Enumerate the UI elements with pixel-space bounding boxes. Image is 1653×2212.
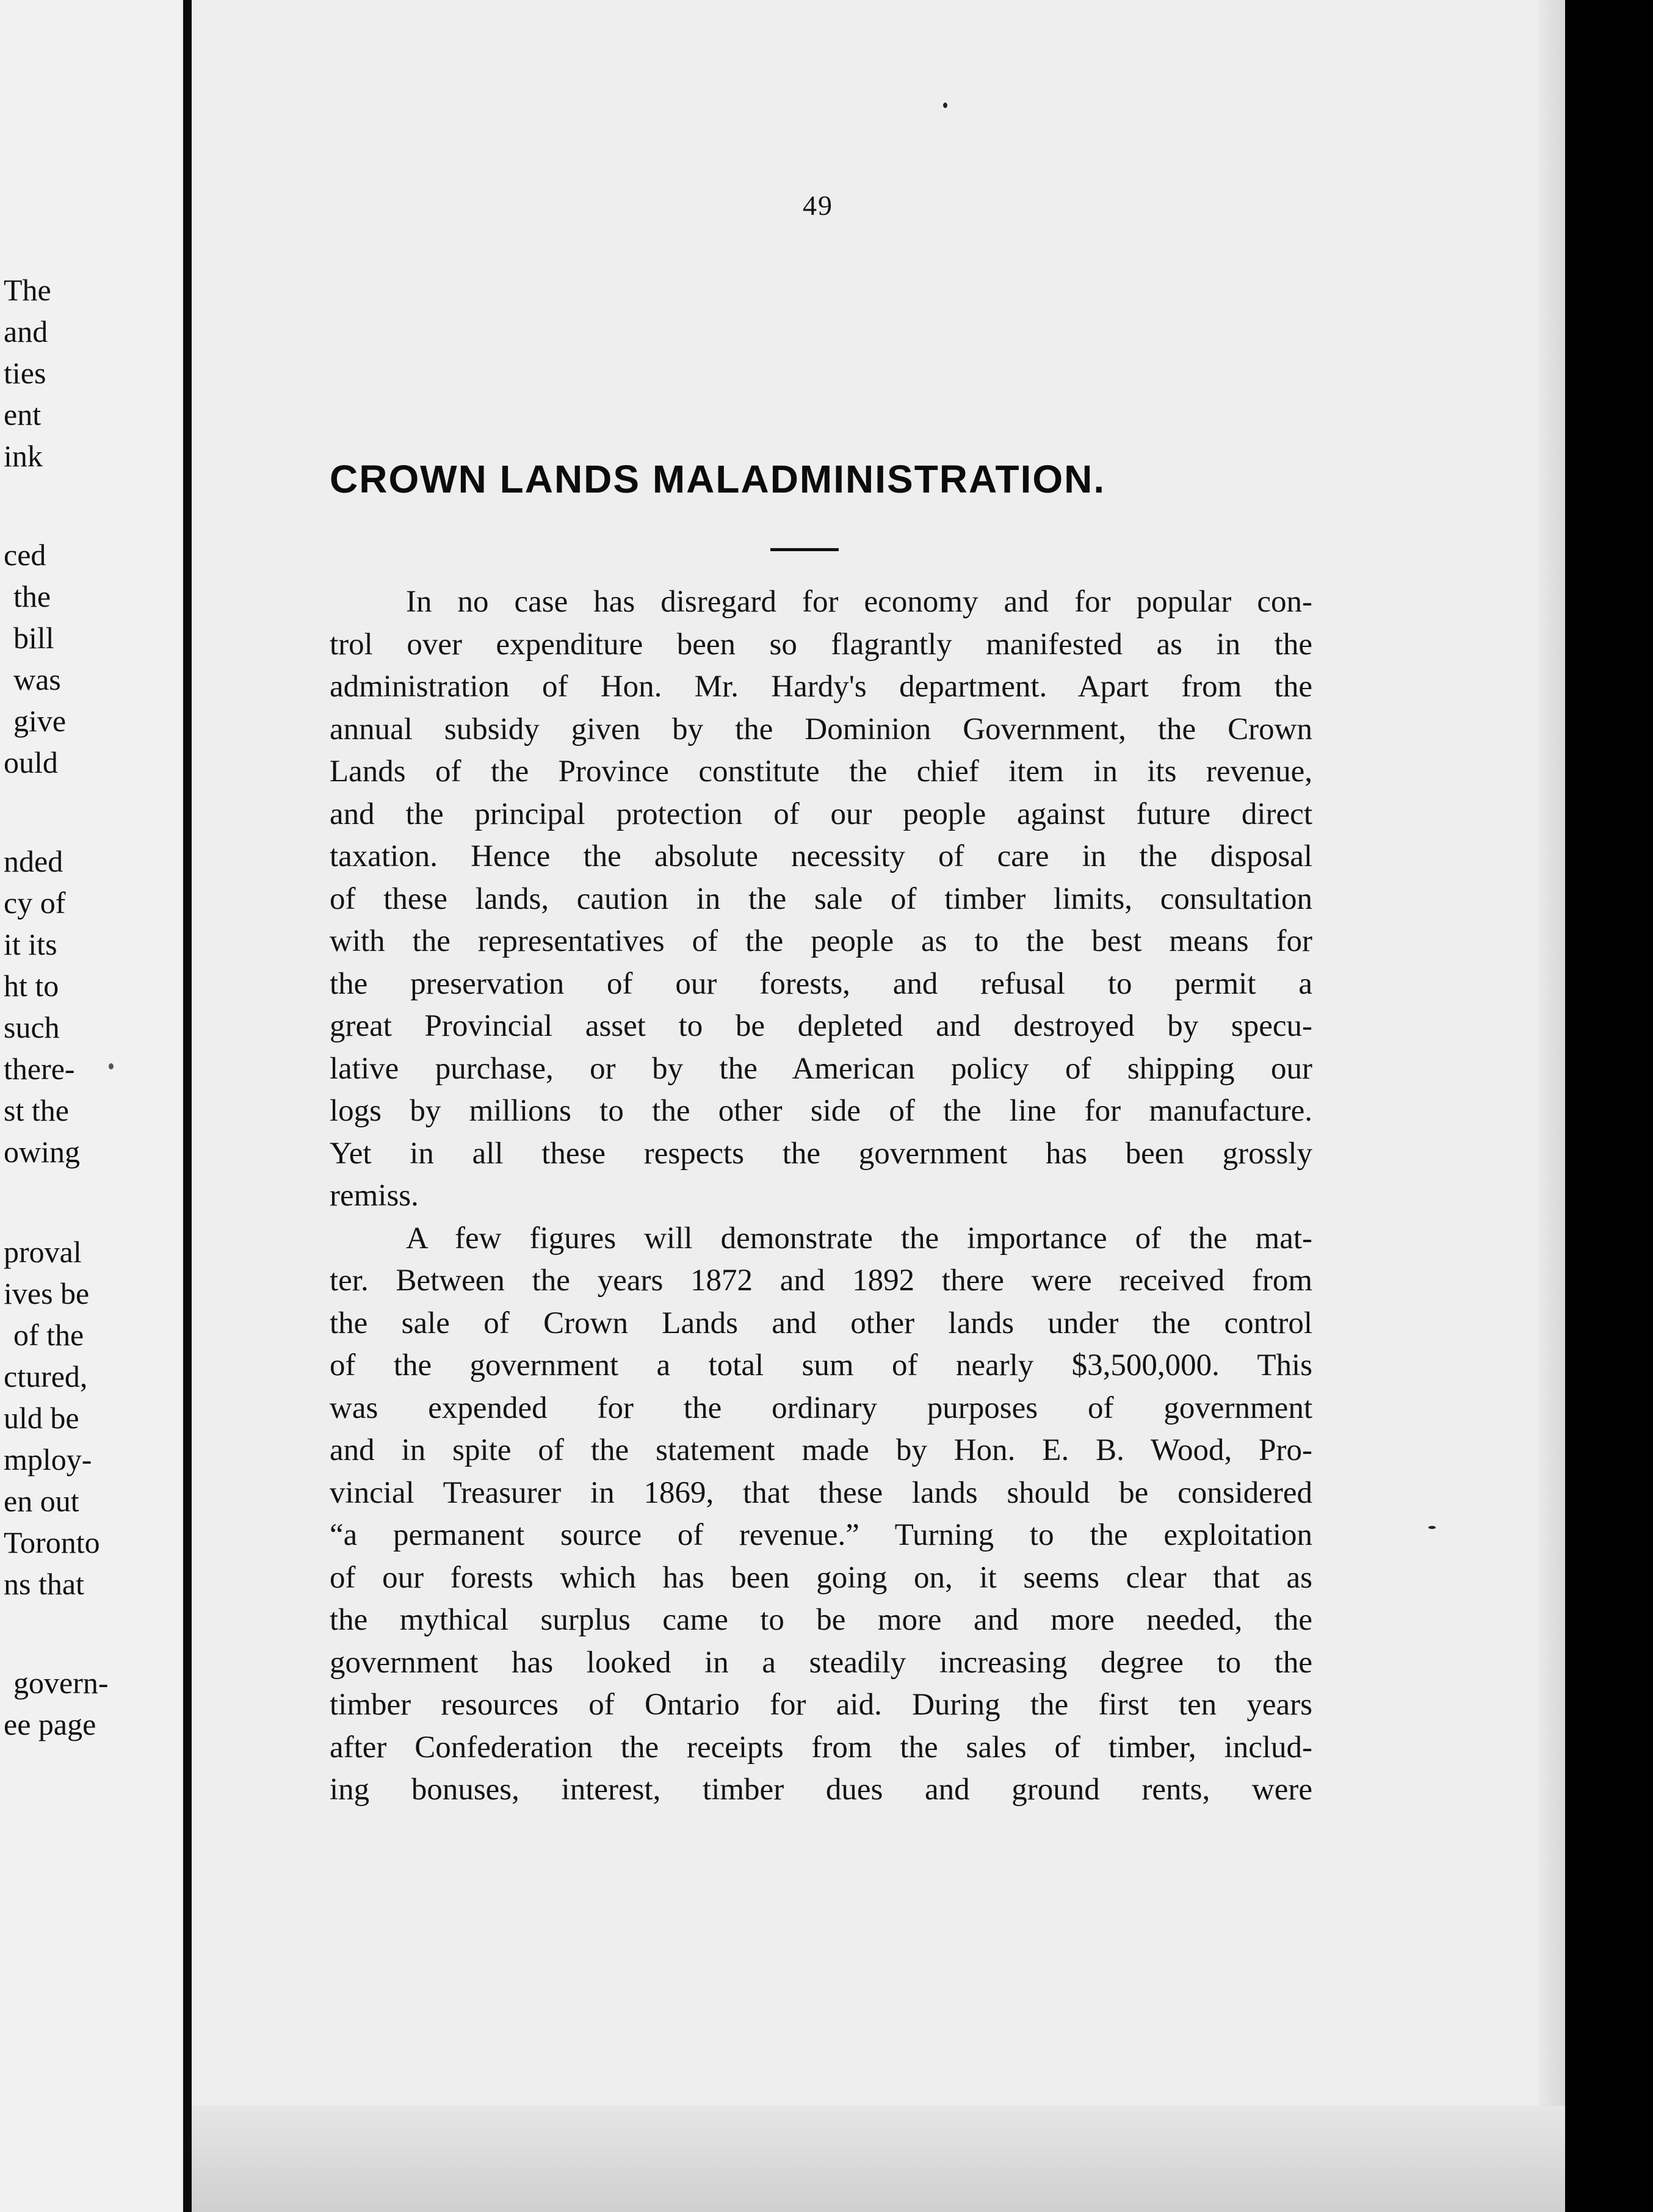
- left-fragment: owing: [4, 1135, 80, 1169]
- text-line: the sale of Crown Lands and other lands under the control: [330, 1306, 1312, 1340]
- page-title: CROWN LANDS MALADMINISTRATION.: [330, 457, 1106, 501]
- left-fragment: there-: [4, 1052, 75, 1086]
- text-line: of these lands, caution in the sale of timber limits, consultation: [330, 881, 1312, 916]
- ink-speck: [109, 1063, 114, 1069]
- page-gutter: [183, 0, 192, 2212]
- ink-speck: [943, 103, 947, 108]
- text-line: annual subsidy given by the Dominion Government, the Crown: [330, 712, 1312, 746]
- ink-speck: [1428, 1526, 1436, 1529]
- left-fragment: Toronto: [4, 1525, 100, 1560]
- page-bottom-shadow: [192, 2106, 1565, 2212]
- body-text: [330, 581, 1312, 1812]
- left-fragment: en out: [4, 1484, 79, 1518]
- left-fragment: mploy-: [4, 1442, 92, 1476]
- text-line: of the government a total sum of nearly $3,500,000. This: [330, 1348, 1312, 1382]
- left-fragment: govern-: [13, 1666, 109, 1700]
- left-fragment: it its: [4, 927, 57, 961]
- left-fragment: ctured,: [4, 1359, 88, 1393]
- page-edge: [1538, 0, 1565, 2212]
- text-line: A few figures will demonstrate the importance of the mat-: [406, 1221, 1312, 1256]
- text-line: “a permanent source of revenue.” Turning to the exploitation: [330, 1518, 1312, 1552]
- text-line: ter. Between the years 1872 and 1892 there were received from: [330, 1263, 1312, 1298]
- text-line: ing bonuses, interest, timber dues and ground rents, were: [330, 1773, 1312, 1807]
- left-fragment: ced: [4, 538, 46, 572]
- left-fragment: ould: [4, 745, 58, 779]
- left-fragment: uld be: [4, 1401, 79, 1435]
- left-fragment: ent: [4, 397, 42, 432]
- left-fragment: and: [4, 314, 48, 349]
- left-fragment: ink: [4, 439, 43, 473]
- text-line: In no case has disregard for economy and for popular con-: [406, 585, 1312, 619]
- text-line: logs by millions to the other side of the line for manufacture.: [330, 1094, 1312, 1128]
- left-fragment: give: [13, 704, 67, 738]
- left-fragment: ives be: [4, 1276, 90, 1310]
- left-fragment: of the: [13, 1318, 84, 1352]
- text-line: remiss.: [330, 1179, 419, 1213]
- left-fragment: st the: [4, 1093, 69, 1127]
- left-fragment: proval: [4, 1235, 82, 1269]
- text-line: administration of Hon. Mr. Hardy's department. Apart from the: [330, 670, 1312, 704]
- text-line: after Confederation the receipts from the sales of timber, includ-: [330, 1730, 1312, 1765]
- left-fragment: was: [13, 662, 61, 696]
- text-line: the preservation of our forests, and refusal to permit a: [330, 966, 1312, 1001]
- paragraph: [330, 581, 1312, 1218]
- left-fragment: ns that: [4, 1567, 84, 1601]
- text-line: government has looked in a steadily increasing degree to the: [330, 1645, 1312, 1680]
- text-line: vincial Treasurer in 1869, that these lands should be considered: [330, 1475, 1312, 1510]
- text-line: with the representatives of the people as to the best means for: [330, 924, 1312, 958]
- text-line: and the principal protection of our people against future direct: [330, 797, 1312, 831]
- text-line: was expended for the ordinary purposes of government: [330, 1390, 1312, 1425]
- left-fragment: ee page: [4, 1707, 96, 1741]
- left-fragment: ties: [4, 356, 46, 390]
- text-line: trol over expenditure been so flagrantly manifested as in the: [330, 627, 1312, 662]
- text-line: timber resources of Ontario for aid. During the first ten years: [330, 1688, 1312, 1722]
- text-line: lative purchase, or by the American policy of shipping our: [330, 1051, 1312, 1086]
- text-line: Lands of the Province constitute the chief item in its revenue,: [330, 754, 1312, 789]
- text-line: Yet in all these respects the government has been grossly: [330, 1136, 1312, 1171]
- left-fragment: cy of: [4, 886, 66, 920]
- left-facing-page: [0, 0, 183, 2212]
- left-fragment: The: [4, 273, 51, 307]
- title-rule-divider: [770, 548, 839, 551]
- page-number: 49: [803, 190, 833, 221]
- text-line: and in spite of the statement made by Hon. E. B. Wood, Pro-: [330, 1433, 1312, 1467]
- left-fragment: ht to: [4, 969, 59, 1003]
- left-fragment: the: [13, 579, 51, 613]
- text-line: taxation. Hence the absolute necessity of care in the disposal: [330, 839, 1312, 873]
- left-fragment: bill: [13, 621, 54, 655]
- left-fragment: nded: [4, 844, 63, 878]
- text-line: great Provincial asset to be depleted and destroyed by specu-: [330, 1009, 1312, 1043]
- left-fragment: such: [4, 1010, 60, 1044]
- text-line: the mythical surplus came to be more and more needed, the: [330, 1603, 1312, 1637]
- scan-border: [1565, 0, 1653, 2212]
- paragraph: [330, 1218, 1312, 1812]
- text-line: of our forests which has been going on, it seems clear that as: [330, 1560, 1312, 1595]
